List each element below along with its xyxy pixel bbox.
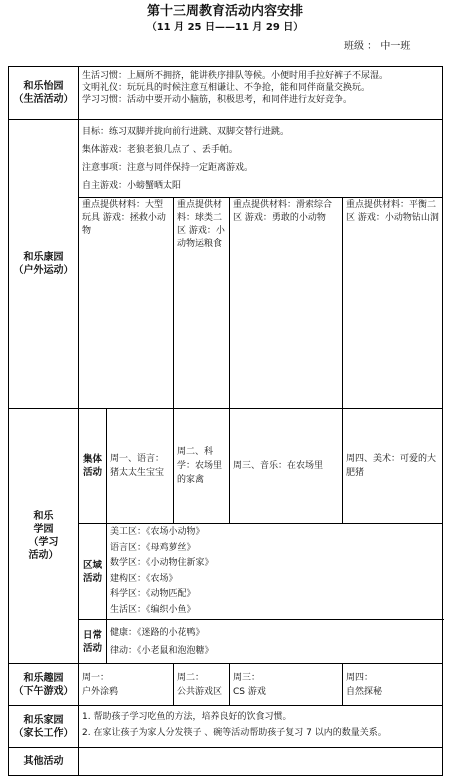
group-day-thu: 周四、美术：可爱的大肥猪 [343,409,443,524]
other-section-label: 其他活动 [9,748,79,776]
outdoor-content [79,120,443,198]
outdoor-line: 自主游戏：小螃蟹晒太阳 [82,181,182,191]
daily-item: 健康：《迷路的小花鸭》 [110,627,205,638]
area-activity-label: 区域 活动 [79,524,107,620]
outdoor-line: 集体游戏：老狼老狼几点了 、丢手帕。 [82,145,238,155]
other-content [79,748,443,776]
area-item: 语言区：《母鸡萝丝》 [110,542,196,553]
life-line: 生活习惯：上厕所不拥挤，能讲秩序排队等候。小便时用手拉好裤子不尿湿。 [82,71,389,81]
class-label: 班级 ： 中一班 [344,41,411,52]
group-day-wed: 周三、音乐：在农场里 [230,409,343,524]
play-section-label: 和乐趣园 （下午游戏） [9,664,79,706]
group-day-tue: 周二、科学：农场里的家禽 [174,409,230,524]
home-line: 1. 帮助孩子学习吃鱼的方法，培养良好的饮食习惯。 [82,712,292,722]
life-section-label: 和乐怡园 （生活活动） [9,67,79,120]
group-day-mon: 周一、语言：猪太太生宝宝 [107,409,174,524]
other-row [9,748,443,776]
outdoor-row [9,120,443,198]
area-item: 生活区：《编织小鱼》 [110,604,196,615]
life-line: 学习习惯：活动中要开动小脑筋，积极思考，和同伴进行友好竞争。 [82,95,353,105]
play-day-wed: 周三： CS 游戏 [230,664,343,706]
study-section-label: 和乐 学园 （学习 活动） [9,409,79,664]
area-item: 科学区：《动物匹配》 [110,589,196,599]
outdoor-day-thu: 重点提供材料：平衡二区 游戏：小动物钻山洞 [343,198,443,409]
play-row [9,664,443,706]
daily-content [107,620,443,664]
outdoor-line: 目标：练习双脚并拢向前行进跳、双脚交替行进跳。 [82,127,290,137]
area-item: 建构区：《农场》 [110,573,178,584]
group-activity-label: 集体 活动 [79,409,107,524]
page-title: 第十三周教育活动内容安排 [146,4,303,19]
area-content [107,524,443,620]
outdoor-section-label: 和乐康园 （户外运动） [9,120,79,409]
outdoor-day-wed: 重点提供材料：滑索综合区 游戏：勇敢的小动物 [230,198,343,409]
area-item: 美工区：《农场小动物》 [110,527,205,537]
home-content [79,706,443,748]
life-row [9,67,443,120]
home-section-label: 和乐家园 （家长工作） [9,706,79,748]
schedule-table [8,66,443,776]
home-row [9,706,443,748]
play-day-mon: 周一： 户外涂鸦 [79,664,174,706]
daily-item: 律动：《小老鼠和泡泡糖》 [110,645,214,656]
area-item: 数学区：《小动物住新家》 [110,558,214,568]
play-day-thu: 周四： 自然探秘 [343,664,443,706]
outdoor-line: 注意事项：注意与同伴保持一定距离游戏。 [82,163,254,173]
home-line: 2. 在家让孩子为家人分发筷子 、碗等活动帮助孩子复习 7 以内的数量关系。 [82,728,387,738]
life-content [79,67,443,120]
study-group-row [9,409,443,524]
daily-activity-label: 日常 活动 [79,620,107,664]
play-day-tue: 周二： 公共游戏区 [174,664,230,706]
outdoor-day-mon: 重点提供材料：大型玩具 游戏：拯救小动物 [79,198,174,409]
outdoor-day-tue: 重点提供材料：球类二区 游戏：小动物运粮食 [174,198,230,409]
life-line: 文明礼仪：玩玩具的时候注意互相谦让、不争抢，能和同伴商量交换玩。 [82,83,371,93]
date-range: （11 月 25 日——11 月 29 日） [146,22,304,33]
